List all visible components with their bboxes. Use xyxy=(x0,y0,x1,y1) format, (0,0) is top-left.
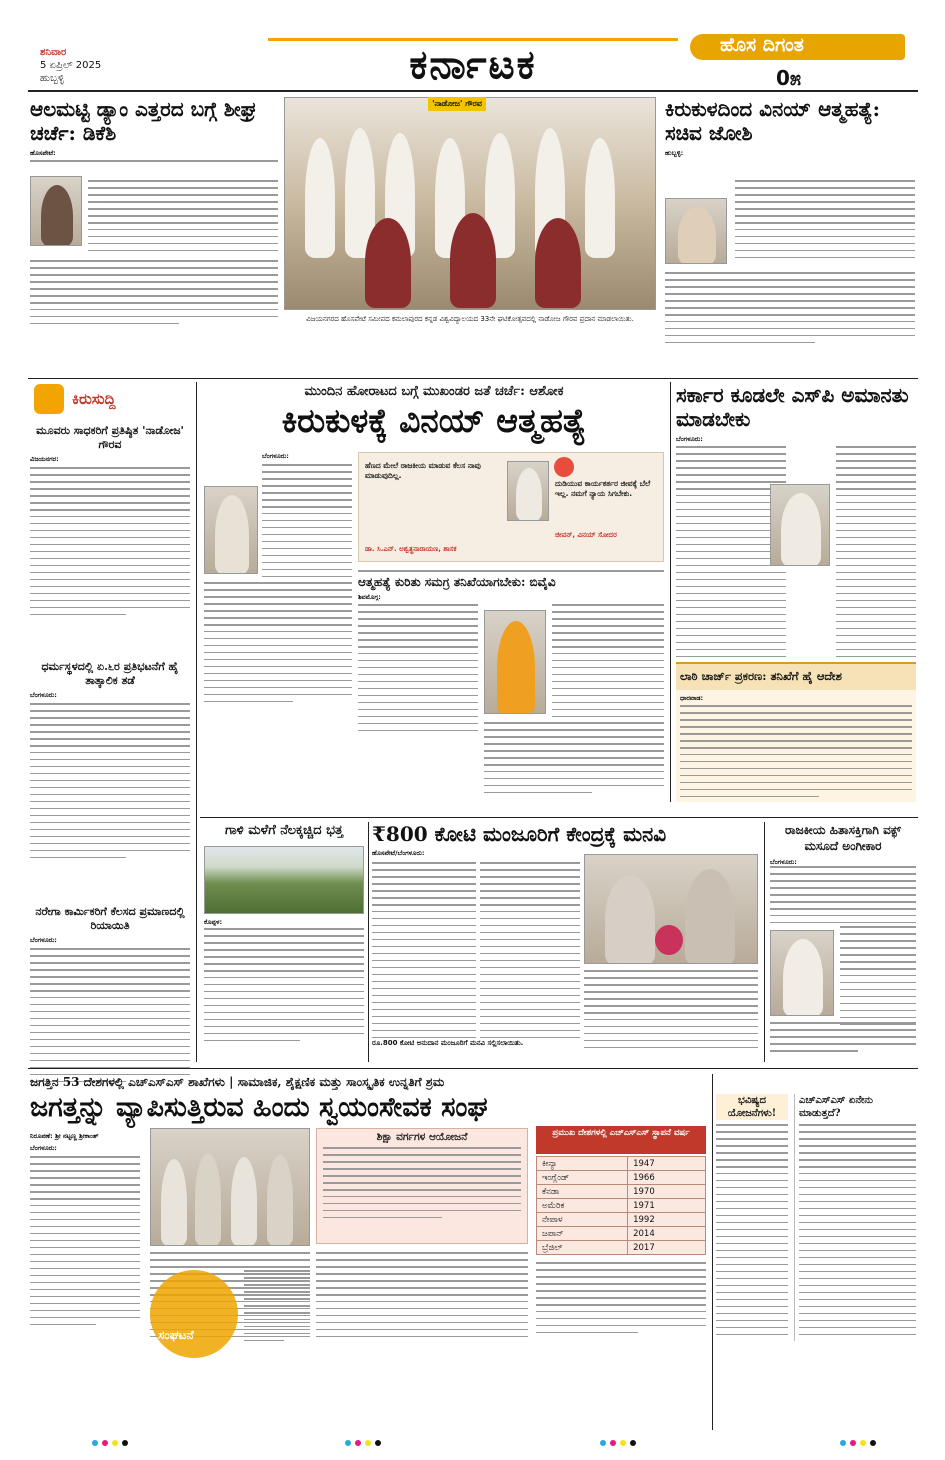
hss-table-body xyxy=(537,1157,706,1255)
hss-future-plans-title: ಭವಿಷ್ಯದ ಯೋಜನೆಗಳು! xyxy=(716,1094,788,1120)
register-mark-black-4 xyxy=(870,1440,876,1446)
brief-dharmasthala-dateline: ಬೆಂಗಳೂರು: xyxy=(30,691,57,699)
brief-nrega-dateline: ಬೆಂಗಳೂರು: xyxy=(30,936,57,944)
story-waqf-body-2 xyxy=(840,926,916,1031)
hss-table-year: 1970 xyxy=(628,1185,706,1199)
story-vinay-body xyxy=(262,464,352,583)
hss-table-country: ಜಪಾನ್ xyxy=(537,1227,628,1241)
section-title xyxy=(268,38,678,88)
story-hss-body xyxy=(30,1156,140,1331)
story-800cr-note: ರೂ.800 ಕೋಟಿ ಅನುದಾನ ಮಂಜೂರಿಗೆ ಮನವಿ ಸಲ್ಲಿಸಲಾಯಿತು. xyxy=(372,1039,524,1047)
story-joshi-headline: ಕಿರುಕುಳದಿಂದ ವಿನಯ್ ಆತ್ಮಹತ್ಯೆ: ಸಚಿವ ಜೋಶಿ xyxy=(665,97,880,145)
register-mark-magenta-4 xyxy=(850,1440,856,1446)
parameshwara-photo xyxy=(770,930,834,1016)
register-mark-black-3 xyxy=(630,1440,636,1446)
story-sp-dateline: ಬೆಂಗಳೂರು: xyxy=(676,435,703,443)
story-byv-body-2 xyxy=(552,604,664,737)
brief-nadoja xyxy=(30,424,190,621)
nadoja-award-photo xyxy=(284,97,656,310)
story-800cr-headline: ₹800 ಕೋಟಿ ಮಂಜೂರಿಗೆ ಕೇಂದ್ರಕ್ಕೆ ಮನವಿ xyxy=(372,822,667,846)
story-lathi-body xyxy=(676,705,916,797)
story-waqf-body xyxy=(770,866,916,929)
hss-table-row xyxy=(537,1199,706,1213)
section-title-text: ಕರ್ನಾಟಕ xyxy=(409,41,537,88)
story-hss-headline: ಜಗತ್ತನ್ನು ವ್ಯಾಪಿಸುತ್ತಿರುವ ಹಿಂದು ಸ್ವಯಂಸೇವಕ ಸಂಘ xyxy=(30,1092,488,1123)
hss-table-title: ಪ್ರಮುಖ ದೇಶಗಳಲ್ಲಿ ಎಚ್‌ಎಸ್‌ಎಸ್ ಸ್ಥಾಪನೆ ವರ್ಷ xyxy=(536,1126,706,1154)
brief-nadoja-headline: ಮೂವರು ಸಾಧಕರಿಗೆ ಪ್ರತಿಷ್ಠಿತ 'ನಾಡೋಜ' ಗೌರವ xyxy=(36,424,184,451)
shiksha-varga-body xyxy=(317,1145,527,1226)
story-vinay-kicker: ಮುಂದಿನ ಹೋರಾಟದ ಬಗ್ಗೆ ಮುಖಂಡರ ಜತೆ ಚರ್ಚೆ: ಆಶೋಕ xyxy=(304,384,564,399)
hss-table-country: ನೇಪಾಳ xyxy=(537,1213,628,1227)
story-joshi xyxy=(665,97,915,158)
ashoka-photo xyxy=(204,486,258,574)
sanghatane-emblem-label: ಸಂಘಟನೆ xyxy=(158,1328,194,1342)
brief-nadoja-dateline: ವಿಜಯನಗರ: xyxy=(30,455,59,463)
story-alamatti-body-3 xyxy=(30,260,278,330)
hss-table-row xyxy=(537,1213,706,1227)
story-alamatti-body xyxy=(30,160,278,167)
story-paddy-body xyxy=(204,928,364,1047)
story-hss-body-3 xyxy=(244,1270,310,1347)
hss-table-country: ಕೀನ್ಯಾ xyxy=(537,1157,628,1171)
masthead-date-block xyxy=(40,46,130,85)
meeting-photo xyxy=(584,854,758,964)
hss-table-country: ಇಂಗ್ಲೆಂಡ್ xyxy=(537,1171,628,1185)
register-mark-yellow-2 xyxy=(365,1440,371,1446)
story-byv-body xyxy=(358,604,478,737)
page-number: 0೫ xyxy=(776,66,802,90)
logo-name: ಹೊಸ ದಿಗಂತ xyxy=(720,34,804,56)
quote-ashwath-source: ಡಾ. ಸಿ.ಎನ್. ಅಶ್ವತ್ಥನಾರಾಯಣ, ಶಾಸಕ xyxy=(365,545,457,553)
story-hss xyxy=(30,1074,710,1126)
story-alamatti-headline: ಆಲಮಟ್ಟಿ ಡ್ಯಾಂ ಎತ್ತರದ ಬಗ್ಗೆ ಶೀಘ್ರ ಚರ್ಚೆ: ಡಿಕೆಶಿ xyxy=(30,97,257,145)
story-sp xyxy=(676,383,916,444)
masthead-date: 5 ಏಪ್ರಿಲ್ 2025 xyxy=(40,60,102,71)
shiksha-varga-title: ಶಿಕ್ಷಾ ವರ್ಗಗಳ ಆಯೋಜನೆ xyxy=(376,1131,468,1143)
hss-founding-table xyxy=(536,1156,706,1255)
story-sp-body xyxy=(676,446,786,690)
story-vinay-body-2 xyxy=(204,582,352,708)
quote-jeevan-text: ದುಡಿಯುವ ಕಾರ್ಯಕರ್ತರ ಜೀವಕ್ಕೆ ಬೆಲೆ ಇಲ್ಲ. ನಮಗೆ ನ್ಯಾಯ ಸಿಗಬೇಕು. xyxy=(555,479,651,498)
story-waqf-headline: ರಾಜಕೀಯ ಹಿತಾಸಕ್ತಿಗಾಗಿ ವಕ್ಫ್ ಮಸೂದೆ ಅಂಗೀಕಾರ xyxy=(785,823,901,853)
story-lathi xyxy=(676,690,916,802)
row-rule-3 xyxy=(28,1068,918,1069)
story-800cr xyxy=(372,822,760,858)
story-joshi-body xyxy=(735,180,915,264)
kirusuddi-label: ಕಿರುಸುದ್ದಿ xyxy=(72,390,116,408)
story-800cr-body-3 xyxy=(584,970,758,1054)
hss-table-country: ಬ್ರೆಜಿಲ್ xyxy=(537,1241,628,1255)
bouquet-icon xyxy=(655,925,683,955)
story-hss-author: ನಿರೂಪಣೆ: ಶ್ರೀ ನಟ್ಟಣ್ಣ ಶ್ರೀಕಾಂತ್ xyxy=(30,1132,99,1140)
hss-table-country: ಅಮೆರಿಕ xyxy=(537,1199,628,1213)
shiksha-varga-box xyxy=(316,1128,528,1244)
register-mark-cyan-3 xyxy=(600,1440,606,1446)
quote-box xyxy=(358,452,664,562)
hss-what-does-title: ಎಚ್‌ಎಸ್‌ಎಸ್ ಏನೇನು ಮಾಡುತ್ತದೆ? xyxy=(799,1095,873,1119)
ashwath-photo xyxy=(507,461,549,521)
hss-table-year: 1971 xyxy=(628,1199,706,1213)
hss-table-year: 1992 xyxy=(628,1213,706,1227)
story-paddy-headline: ಗಾಳಿ ಮಳೆಗೆ ನೆಲಕ್ಕಚ್ಚಿದ ಭತ್ತ xyxy=(225,823,343,838)
hss-table-row xyxy=(537,1157,706,1171)
register-mark-black-2 xyxy=(375,1440,381,1446)
story-800cr-dateline: ಹೊಸಪೇಟೆ/ಬೆಂಗಳೂರು: xyxy=(372,849,425,857)
story-byv xyxy=(358,574,664,602)
story-byv-headline: ಆತ್ಮಹತ್ಯೆ ಕುರಿತು ಸಮಗ್ರ ತನಿಖೆಯಾಗಬೇಕು: ಬಿವೈವಿ xyxy=(358,575,556,589)
story-waqf-body-3 xyxy=(770,1022,916,1057)
quote-jeevan-source: ಜೀವನ್, ವಿನಯ್ ಸೋದರ xyxy=(555,531,617,539)
story-800cr-body-2 xyxy=(480,862,580,1044)
register-mark-magenta-2 xyxy=(355,1440,361,1446)
hss-future-plans xyxy=(716,1094,788,1341)
story-waqf xyxy=(770,822,916,867)
kirusuddi-icon xyxy=(34,384,64,414)
story-lathi-dateline: ಧಾರವಾಡ: xyxy=(680,694,704,702)
pralhad-joshi-photo xyxy=(665,198,727,264)
hss-what-does-body xyxy=(799,1124,916,1335)
quote-mark-icon xyxy=(554,457,574,477)
brief-nrega-body xyxy=(30,948,190,1082)
story-byv-body-3 xyxy=(484,722,664,799)
story-paddy xyxy=(204,822,364,839)
newspaper-logo xyxy=(690,30,905,88)
col-rule-mid xyxy=(368,822,369,1062)
hss-table-year: 2017 xyxy=(628,1241,706,1255)
hss-table-year: 1966 xyxy=(628,1171,706,1185)
row-rule-1 xyxy=(28,378,918,379)
brief-nrega xyxy=(30,905,190,1088)
brief-nadoja-body xyxy=(30,467,190,615)
register-mark-cyan-4 xyxy=(840,1440,846,1446)
hss-table-year: 1947 xyxy=(628,1157,706,1171)
story-alamatti xyxy=(30,97,278,158)
kirusuddi-brand xyxy=(30,384,190,414)
story-alamatti-body-2 xyxy=(88,180,278,257)
narayanaswamy-photo xyxy=(770,484,830,566)
paddy-field-photo xyxy=(204,846,364,914)
brief-nrega-headline: ನರೇಗಾ ಕಾರ್ಮಿಕರಿಗೆ ಕೆಲಸದ ಪ್ರಮಾಣದಲ್ಲಿ ರಿಯಾಯಿತಿ xyxy=(35,905,185,932)
register-mark-yellow-4 xyxy=(860,1440,866,1446)
quote-ashwath-text: ಹೆಣದ ಮೇಲೆ ರಾಜಕೀಯ ಮಾಡುವ ಕೆಲಸ ನಾವು ಮಾಡುವುದಿಲ್ಲ. xyxy=(365,461,481,480)
hss-table-year: 2014 xyxy=(628,1227,706,1241)
nadoja-badge: 'ನಾಡೋಜ' ಗೌರವ xyxy=(428,97,486,111)
story-hss-dateline: ಬೆಂಗಳೂರು: xyxy=(30,1144,57,1152)
col-rule-left xyxy=(196,382,197,1062)
story-hss-body-5 xyxy=(536,1262,706,1339)
story-800cr-body xyxy=(372,862,476,1044)
hss-table-country: ಕೆನಡಾ xyxy=(537,1185,628,1199)
brief-dharmasthala-body xyxy=(30,703,190,858)
hss-future-plans-body xyxy=(716,1124,788,1335)
register-mark-magenta xyxy=(102,1440,108,1446)
register-mark-cyan-2 xyxy=(345,1440,351,1446)
sanghatane-emblem xyxy=(150,1270,238,1358)
story-byv-dateline: ಶಿವಮೊಗ್ಗ: xyxy=(358,593,381,601)
story-lathi-headline: ಲಾಠಿ ಚಾರ್ಜ್ ಪ್ರಕರಣ: ತನಿಖೆಗೆ ಹೈ ಆದೇಶ xyxy=(680,669,842,683)
story-paddy-dateline: ಕೊಪ್ಪಳ: xyxy=(204,918,223,926)
hss-what-does xyxy=(794,1094,916,1341)
masthead-city: ಹುಬ್ಬಳ್ಳಿ xyxy=(40,73,65,84)
hss-table-row xyxy=(537,1241,706,1255)
story-hss-kicker: ಜಗತ್ತಿನ 53 ದೇಶಗಳಲ್ಲಿ ಎಚ್‌ಎಸ್‌ಎಸ್ ಶಾಖೆಗಳು | ಸಾಮಾಜಿಕ, ಶೈಕ್ಷಣಿಕ ಮತ್ತು ಸಾಂಸ್ಕೃತಿಕ ಉನ್ನತಿಗೆ ಶ್ರಮ xyxy=(30,1075,445,1089)
story-waqf-dateline: ಬೆಂಗಳೂರು: xyxy=(770,858,797,866)
masthead-day: ಶನಿವಾರ xyxy=(40,47,67,58)
register-mark-yellow xyxy=(112,1440,118,1446)
story-hss-body-4 xyxy=(316,1252,528,1343)
register-mark-magenta-3 xyxy=(610,1440,616,1446)
nadoja-photo-caption: ವಿಜಯನಗರದ ಹೊಸಪೇಟೆ ಸಮೀಪದ ಕಮಲಾಪುರದ ಕನ್ನಡ ವಿಶ್ವವಿದ್ಯಾಲಯದ 33ನೇ ಘಟಿಕೋತ್ಸವದಲ್ಲಿ ನಾಡೋಜ ಗೌರವ ಪ್ರದಾನ ಮಾಡಲಾಯಿತು. xyxy=(306,315,634,323)
brief-dharmasthala xyxy=(30,660,190,864)
story-vinay-dateline: ಬೆಂಗಳೂರು: xyxy=(262,452,289,460)
col-rule-right-2 xyxy=(764,822,765,1062)
register-mark-cyan xyxy=(92,1440,98,1446)
story-vinay xyxy=(204,383,664,442)
register-mark-yellow-3 xyxy=(620,1440,626,1446)
register-mark-black xyxy=(122,1440,128,1446)
masthead-rule xyxy=(28,90,918,92)
story-sp-headline: ಸರ್ಕಾರ ಕೂಡಲೇ ಎಸ್‌ಪಿ ಅಮಾನತು ಮಾಡಬೇಕು xyxy=(676,383,909,431)
brief-dharmasthala-headline: ಧರ್ಮಸ್ಥಳದಲ್ಲಿ ಏ.೬ರ ಪ್ರತಿಭಟನೆಗೆ ಹೈ ತಾತ್ಕಾಲಿಕ ತಡೆ xyxy=(41,660,179,687)
story-lathi-header xyxy=(676,662,916,690)
col-rule-right xyxy=(670,382,671,802)
story-sp-body-2 xyxy=(836,446,916,676)
hss-meeting-photo xyxy=(150,1128,310,1246)
hss-table-row xyxy=(537,1171,706,1185)
col-rule-bottom xyxy=(712,1074,713,1430)
hss-table-row xyxy=(537,1227,706,1241)
hss-table-row xyxy=(537,1185,706,1199)
story-joshi-dateline: ಹುಬ್ಬಳ್ಳಿ: xyxy=(665,149,684,157)
story-vinay-headline: ಕಿರುಕುಳಕ್ಕೆ ವಿನಯ್ ಆತ್ಮಹತ್ಯೆ xyxy=(281,401,587,440)
story-alamatti-dateline: ಹೊಸಪೇಟೆ: xyxy=(30,149,56,157)
row-rule-2 xyxy=(200,817,918,818)
dk-shivakumar-photo xyxy=(30,176,82,246)
story-joshi-body-2 xyxy=(665,272,915,349)
vijayendra-photo xyxy=(484,610,546,714)
